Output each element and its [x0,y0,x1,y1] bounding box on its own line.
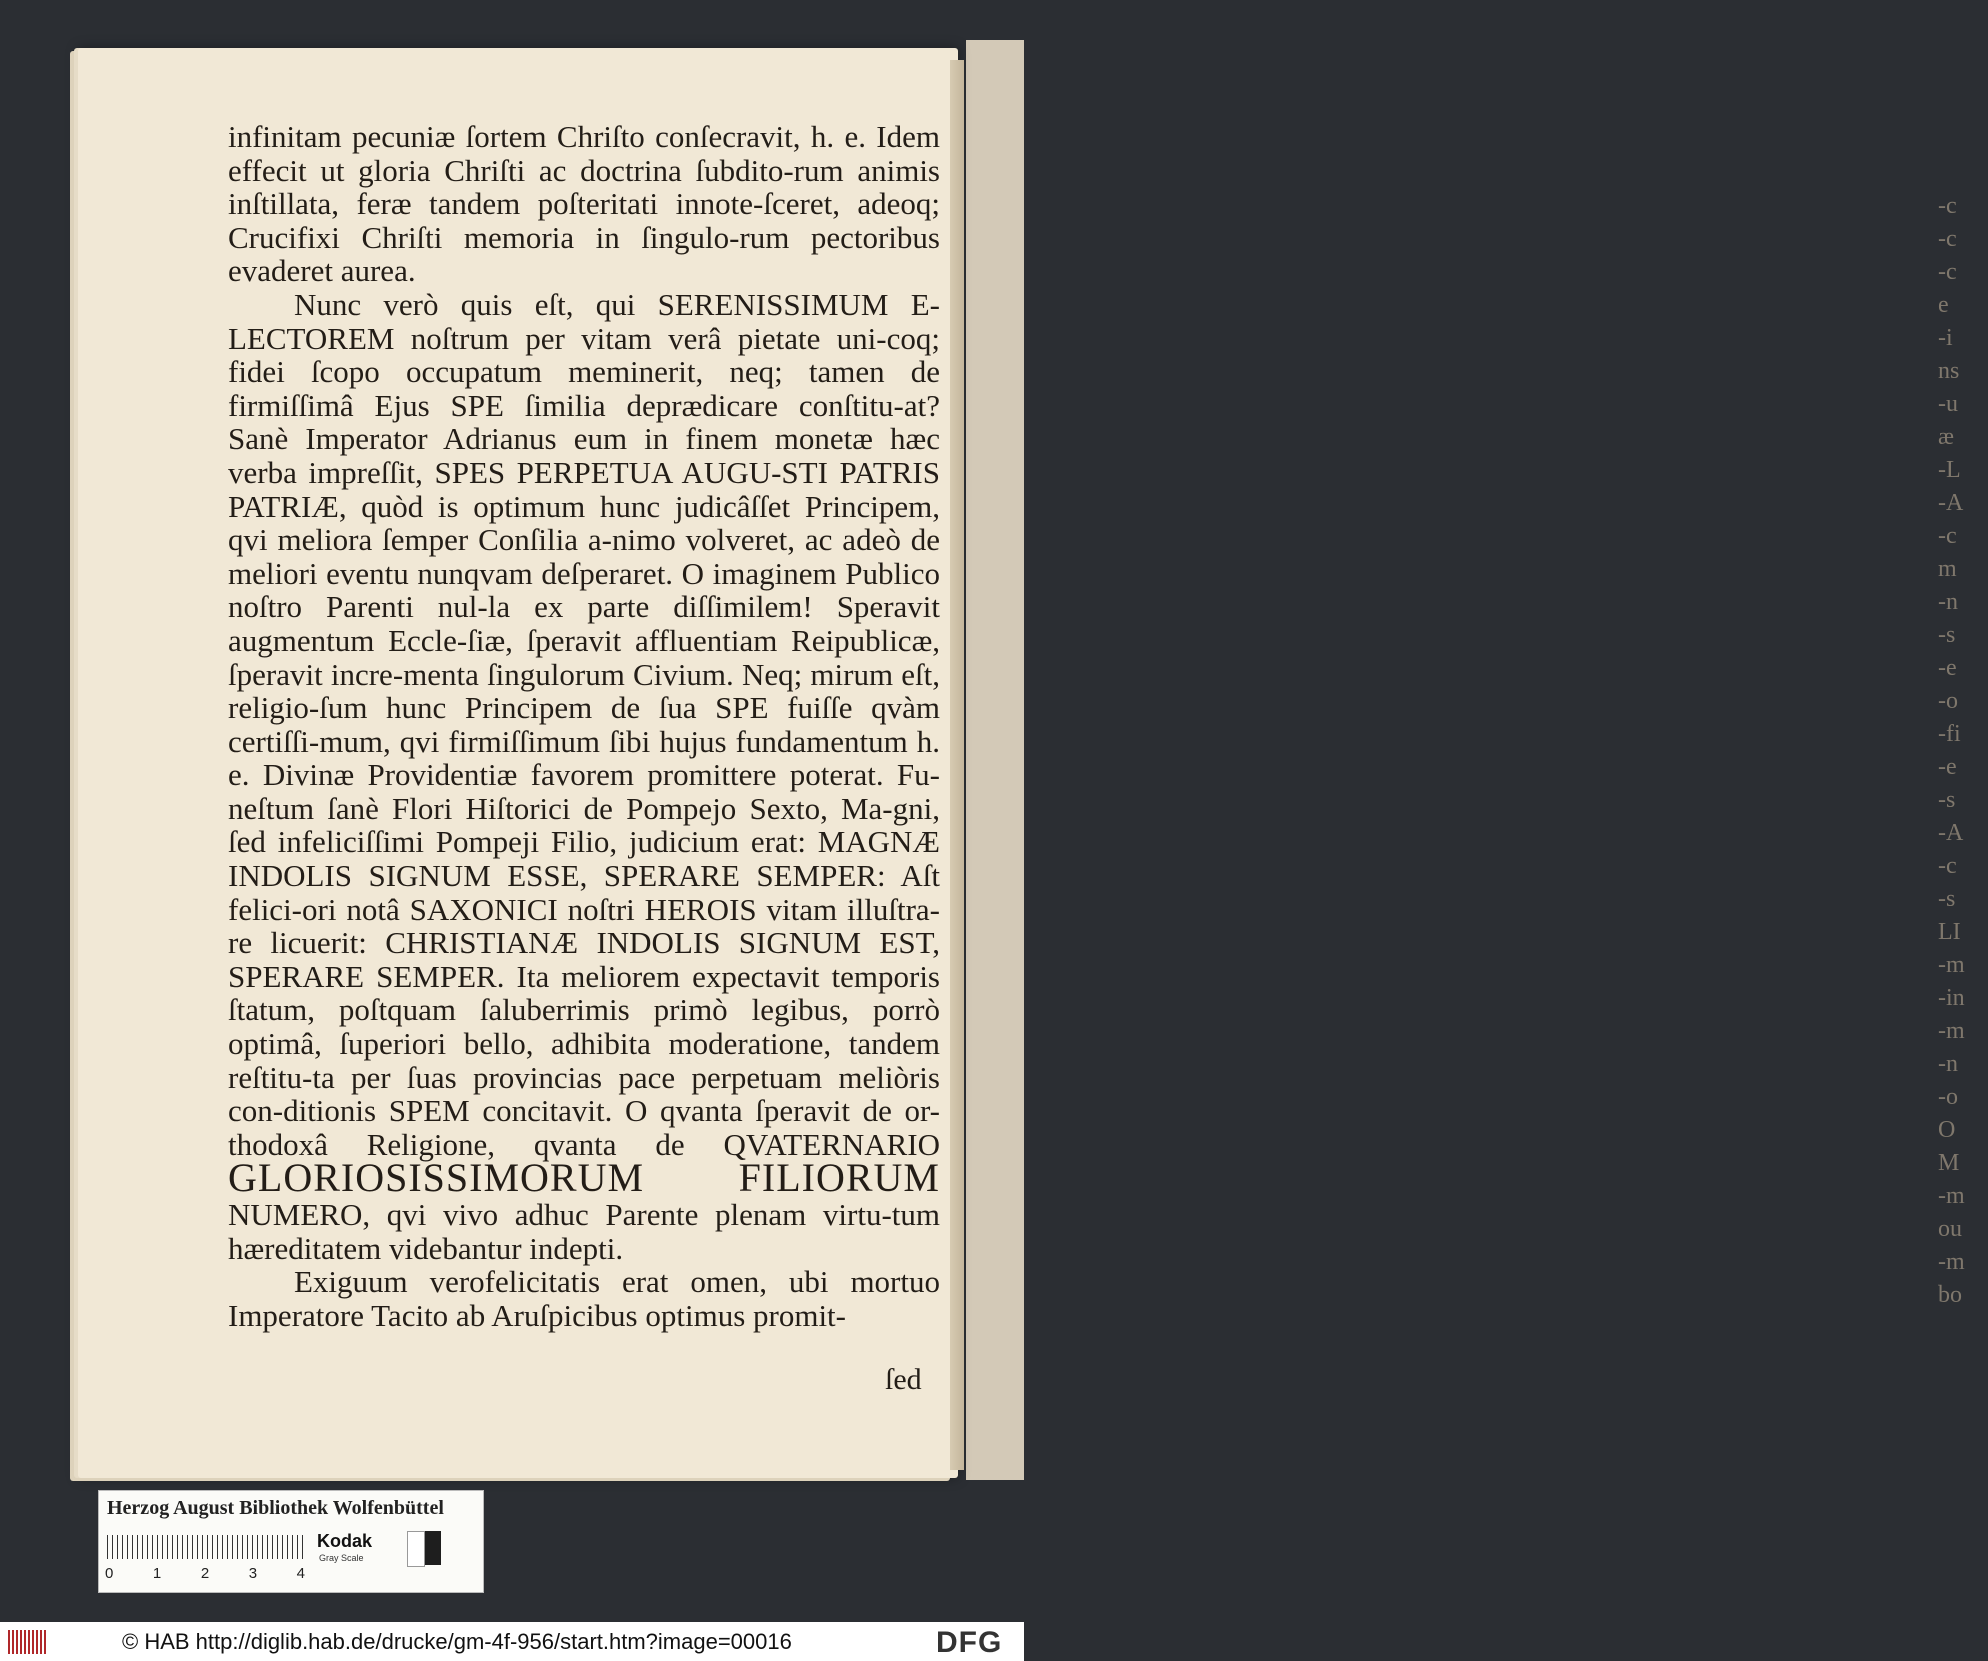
page-text [228,120,940,1332]
edge-fragment: ns [1938,358,1960,384]
ruler-number: 0 [105,1565,114,1582]
edge-fragment: -m [1938,1018,1965,1044]
edge-fragment: O [1938,1117,1956,1143]
library-name: Herzog August Bibliothek Wolfenbüttel [107,1497,444,1519]
edge-fragment: -c [1938,226,1957,252]
page-gutter [950,60,964,1470]
edge-fragment: -c [1938,193,1957,219]
paragraph-2-cont: Aſt felici-ori notâ SAXONICI noſtri HEROIS vitam illuſtra-re licuerit: [228,858,940,961]
large-heading-line: GLORIOSISSIMORUM FILIORUM [228,1155,940,1201]
barcode-icon [8,1630,48,1654]
edge-fragment: bo [1938,1282,1962,1308]
edge-fragment: -L [1938,457,1961,483]
edge-fragment: -e [1938,754,1957,780]
black-swatch [425,1531,441,1565]
edge-fragment: -i [1938,325,1953,351]
paragraph-2-text: Nunc verò quis eſt, qui SERENISSIMUM E-LECTOREM noſtrum per vitam verâ pietate uni-coq; fidei ſcopo occupatum meminerit, neq; tamen de firmiſſimâ Ejus SPE ſimilia deprædicare conſtitu-at? Sanè Imperator Adrianus eum in finem monetæ hæc verba impreſſit, SPES PERPETUA AUGU-STI PATRIS PATRIÆ, quòd is optimum hunc judicâſſet Principem, qvi meliora ſemper Conſilia a-nimo volveret, ac adeò de meliori eventu nunqvam deſperaret. O imaginem Publico noſtro Parenti nul-la ex parte diſſimilem! Speravit augmentum Eccle-ſiæ, ſperavit affluentiam Reipublicæ, ſperavit incre-menta ſingulorum Civium. Neq; mirum eſt, religio-ſum hunc Principem de ſua SPE fuiſſe qvàm certiſſi-mum, qvi firmiſſimum ſibi hujus fundamentum h. e. Divinæ Providentiæ favorem promittere poterat. Fu-neſtum ſanè Flori Hiſtorici de Pompejo Sexto, Ma-gni, ſed infeliciſſimi Pompeji Filio, judicium erat: [228,286,940,860]
color-calibration-card [98,1490,484,1593]
edge-fragment: -m [1938,1249,1965,1275]
footer-bar [0,1622,1024,1661]
edge-fragment: -n [1938,1051,1958,1077]
edge-fragment: æ [1938,424,1955,450]
edge-fragment: -m [1938,1183,1965,1209]
edge-fragment: -s [1938,622,1956,648]
edge-fragment: M [1938,1150,1960,1176]
ruler-number: 1 [152,1565,162,1582]
paragraph-2-end: Ita meliorem expectavit temporis ſtatum, poſtquam ſaluberrimis primò legibus, porrò optimâ, ſuperiori bello, adhibita moderatione, tandem reſtitu-ta per ſuas provincias pace perpetuam meliòris con-ditionis SPEM concitavit. O qvanta ſperavit de or-thodoxâ Religione, qvanta de QVATERNARIO [228,958,940,1162]
edge-fragment: LI [1938,919,1961,945]
next-page-edge [966,40,1965,1480]
edge-fragment: -c [1938,853,1957,879]
white-swatch [407,1531,425,1567]
edge-fragment: -o [1938,1084,1958,1110]
dfg-logo: DFG [936,1626,1003,1659]
paragraph-3: Exiguum verofelicitatis erat omen, ubi mortuo Imperatore Tacito ab Aruſpicibus optimus promit- [228,1264,940,1333]
edge-fragment: -fi [1938,721,1961,747]
edge-fragment: -s [1938,886,1956,912]
ruler-number: 4 [296,1565,305,1582]
edge-fragment: -c [1938,259,1957,285]
catchword: ſed [885,1363,922,1396]
next-page-edge-text [1938,190,1988,1312]
edge-fragment: -c [1938,523,1957,549]
source-url[interactable]: © HAB http://diglib.hab.de/drucke/gm-4f-956/start.htm?image=00016 [122,1629,792,1654]
edge-fragment: -in [1938,985,1965,1011]
edge-fragment: -u [1938,391,1958,417]
scale-ruler [107,1535,307,1559]
quote-christian: CHRISTIANÆ INDOLIS SIGNUM EST, SPERARE SEMPER. [228,925,940,994]
paragraph-1: infinitam pecuniæ ſortem Chriſto conſecravit, h. e. Idem effecit ut gloria Chriſti ac doctrina ſubdito-rum animis inſtillata, feræ tandem poſteritati innote-ſceret, adeoq; Crucifixi Chriſti memoria in ſingulo-rum pectoribus evaderet aurea. [228,119,940,289]
edge-fragment: m [1938,556,1957,582]
edge-fragment: -e [1938,655,1957,681]
ruler-number: 2 [200,1565,210,1582]
kodak-logo: Kodak [317,1531,373,1551]
edge-fragment: e [1938,292,1949,318]
ruler-numbers [105,1565,305,1582]
edge-fragment: -A [1938,820,1964,846]
edge-fragment: -o [1938,688,1958,714]
paragraph-2 [228,288,940,1265]
edge-fragment: -A [1938,490,1964,516]
paragraph-2-close: NUMERO, qvi vivo adhuc Parente plenam virtu-tum hæreditatem videbantur indepti. [228,1197,940,1266]
edge-fragment: -m [1938,952,1965,978]
gray-scale-label: Gray Scale [319,1553,364,1563]
edge-fragment: -n [1938,589,1958,615]
ruler-number: 3 [248,1565,258,1582]
edge-fragment: -s [1938,787,1956,813]
quote-florus: MAGNÆ INDOLIS SIGNUM ESSE, SPERARE SEMPER: [228,824,940,894]
edge-fragment: ou [1938,1216,1962,1242]
